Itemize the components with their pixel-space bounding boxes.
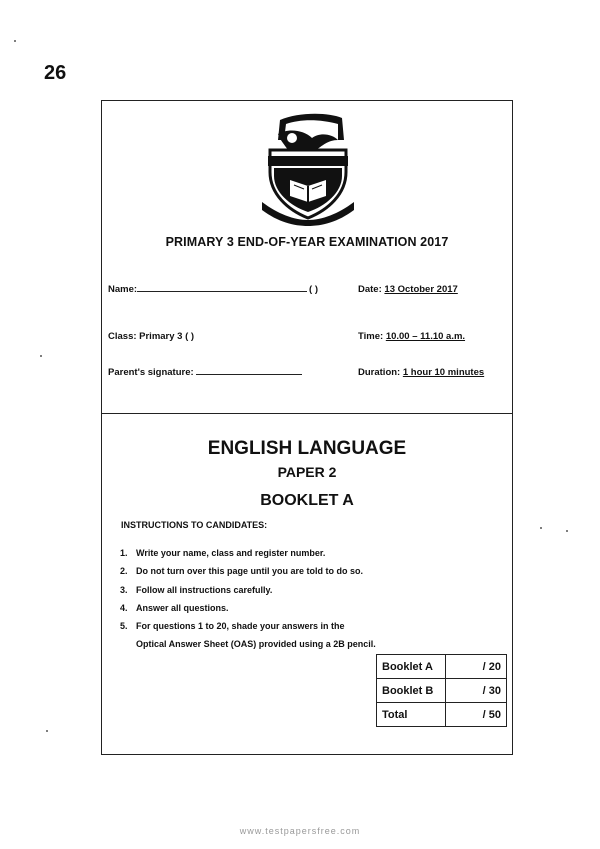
page-number: 26 [44,62,67,84]
scan-speck [566,530,568,532]
date-field [358,284,458,295]
scan-speck [46,730,48,732]
signature-label: Parent's signature: [108,367,194,378]
booklet-label: BOOKLET A [260,492,354,509]
instruction-item: 3. Follow all instructions carefully. [120,584,273,595]
instructions-list [120,544,376,654]
score-row [377,679,507,703]
instruction-item: 4. Answer all questions. [120,602,229,613]
subject-title: ENGLISH LANGUAGE [207,438,407,459]
score-value: / 30 [446,679,507,703]
score-row [377,655,507,679]
date-label: Date: [358,284,382,295]
instructions-heading: INSTRUCTIONS TO CANDIDATES: [121,520,268,530]
instruction-item: 5. For questions 1 to 20, shade your answers in the [120,621,345,632]
section-divider [102,413,512,414]
duration-value: 1 hour 10 minutes [402,367,485,378]
duration-label: Duration: [358,367,401,378]
register-number-brackets: ( ) [309,284,319,295]
class-field: Class: Primary 3 ( ) [108,331,195,342]
score-label: Total [377,703,446,727]
parent-signature-field [108,367,302,378]
signature-line [196,374,302,375]
paper-label: PAPER 2 [277,464,337,480]
time-field [358,331,465,342]
name-label: Name: [108,284,138,295]
score-label: Booklet A [377,655,446,679]
score-table [376,654,507,727]
instruction-continuation: Optical Answer Sheet (OAS) provided using a 2B pencil. [136,639,376,650]
duration-field [358,367,484,378]
time-label: Time: [358,331,384,342]
score-label: Booklet B [377,679,446,703]
footer-url: www.testpapersfree.com [239,826,361,836]
instruction-item: 2. Do not turn over this page until you are told to do so. [120,566,363,577]
scan-speck [540,527,542,529]
name-field [108,284,318,295]
school-crest-icon [258,110,358,226]
instruction-item: 1. Write your name, class and register number. [120,548,326,558]
time-value: 10.00 – 11.10 a.m. [385,331,466,342]
scan-speck [14,40,16,42]
exam-cover-frame [101,100,513,755]
date-value: 13 October 2017 [384,284,458,295]
score-row [377,703,507,727]
name-line [137,291,307,292]
scan-speck [40,355,42,357]
exam-title: PRIMARY 3 END-OF-YEAR EXAMINATION 2017 [165,235,449,249]
score-value: / 20 [446,655,507,679]
score-value: / 50 [446,703,507,727]
